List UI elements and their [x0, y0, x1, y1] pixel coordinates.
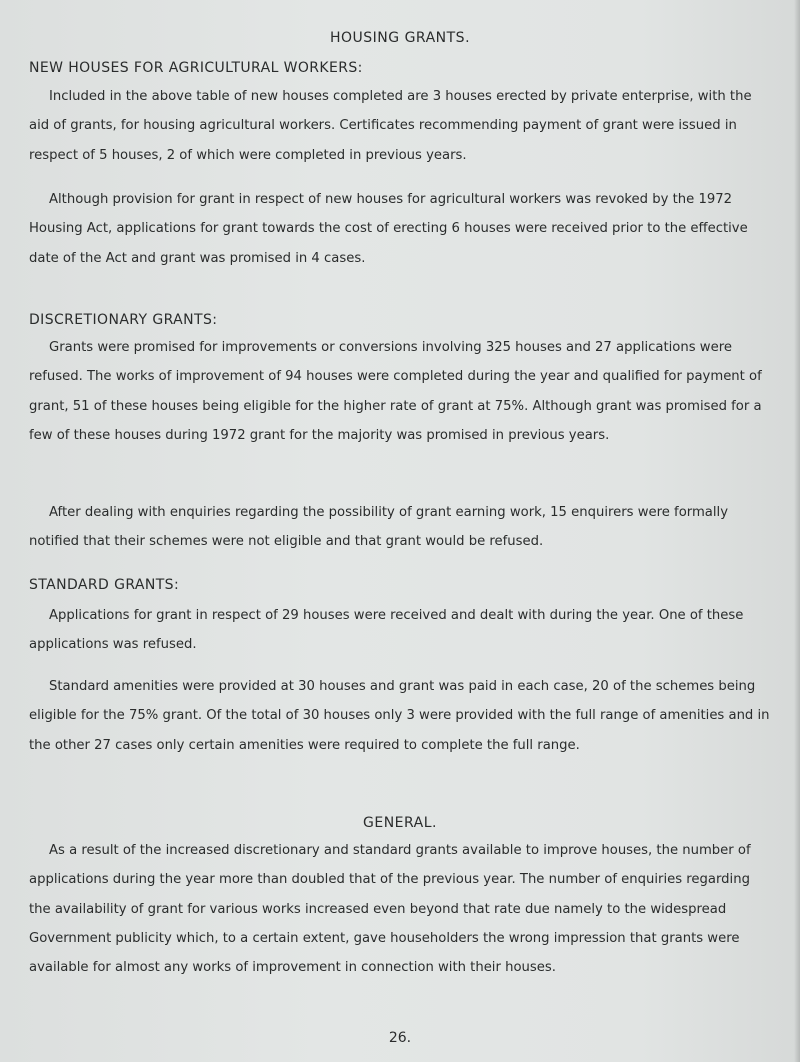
paragraph-discretionary-2: After dealing with enquiries regarding the possibility of grant earning work, 15 enquirers were formally notified that their schemes were not eligible and that grant would be refused.	[29, 505, 729, 550]
heading-general: GENERAL.	[363, 815, 437, 831]
paragraph-standard-2: Standard amenities were provided at 30 houses and grant was paid in each case, 20 of the schemes being eligible for the 75% grant. Of the total of 30 houses only 3 were provided with the full range of amenities and in the other 27 cases only certain amenities were required to complete the full range.	[29, 679, 770, 753]
paragraph-new-houses-2: Although provision for grant in respect of new houses for agricultural workers was revoked by the 1972 Housing Act, applications for grant towards the cost of erecting 6 houses were received prior to the effective date of the Act and grant was promised in 4 cases.	[29, 192, 748, 266]
paragraph-discretionary-1: Grants were promised for improvements or conversions involving 325 houses and 27 applications were refused. The works of improvement of 94 houses were completed during the year and qualified for payment of grant, 51 of these houses being eligible for the higher rate of grant at 75%. Although grant was promised for a few of these houses during 1972 grant for the majority was promised in previous years.	[29, 340, 762, 443]
page-edge-shadow	[794, 0, 800, 1062]
heading-new-houses: NEW HOUSES FOR AGRICULTURAL WORKERS:	[29, 60, 363, 76]
heading-standard: STANDARD GRANTS:	[29, 577, 180, 593]
paragraph-new-houses-1: Included in the above table of new houses completed are 3 houses erected by private enterprise, with the aid of grants, for housing agricultural workers. Certificates recommending payment of grant were issued in respect of 5 houses, 2 of which were completed in previous years.	[29, 89, 752, 163]
heading-discretionary: DISCRETIONARY GRANTS:	[29, 312, 218, 328]
paragraph-general-1: As a result of the increased discretionary and standard grants available to improve houses, the number of applications during the year more than doubled that of the previous year. The number of enquiries regarding the availability of grant for various works increased even beyond that rate due namely to the widespread Government publicity which, to a certain extent, gave householders the wrong impression that grants were available for almost any works of improvement in connection with their houses.	[29, 843, 751, 976]
page-title: HOUSING GRANTS.	[329, 30, 471, 46]
paragraph-standard-1: Applications for grant in respect of 29 houses were received and dealt with during the year. One of these applications was refused.	[29, 608, 744, 653]
page-number: 26.	[388, 1030, 412, 1046]
